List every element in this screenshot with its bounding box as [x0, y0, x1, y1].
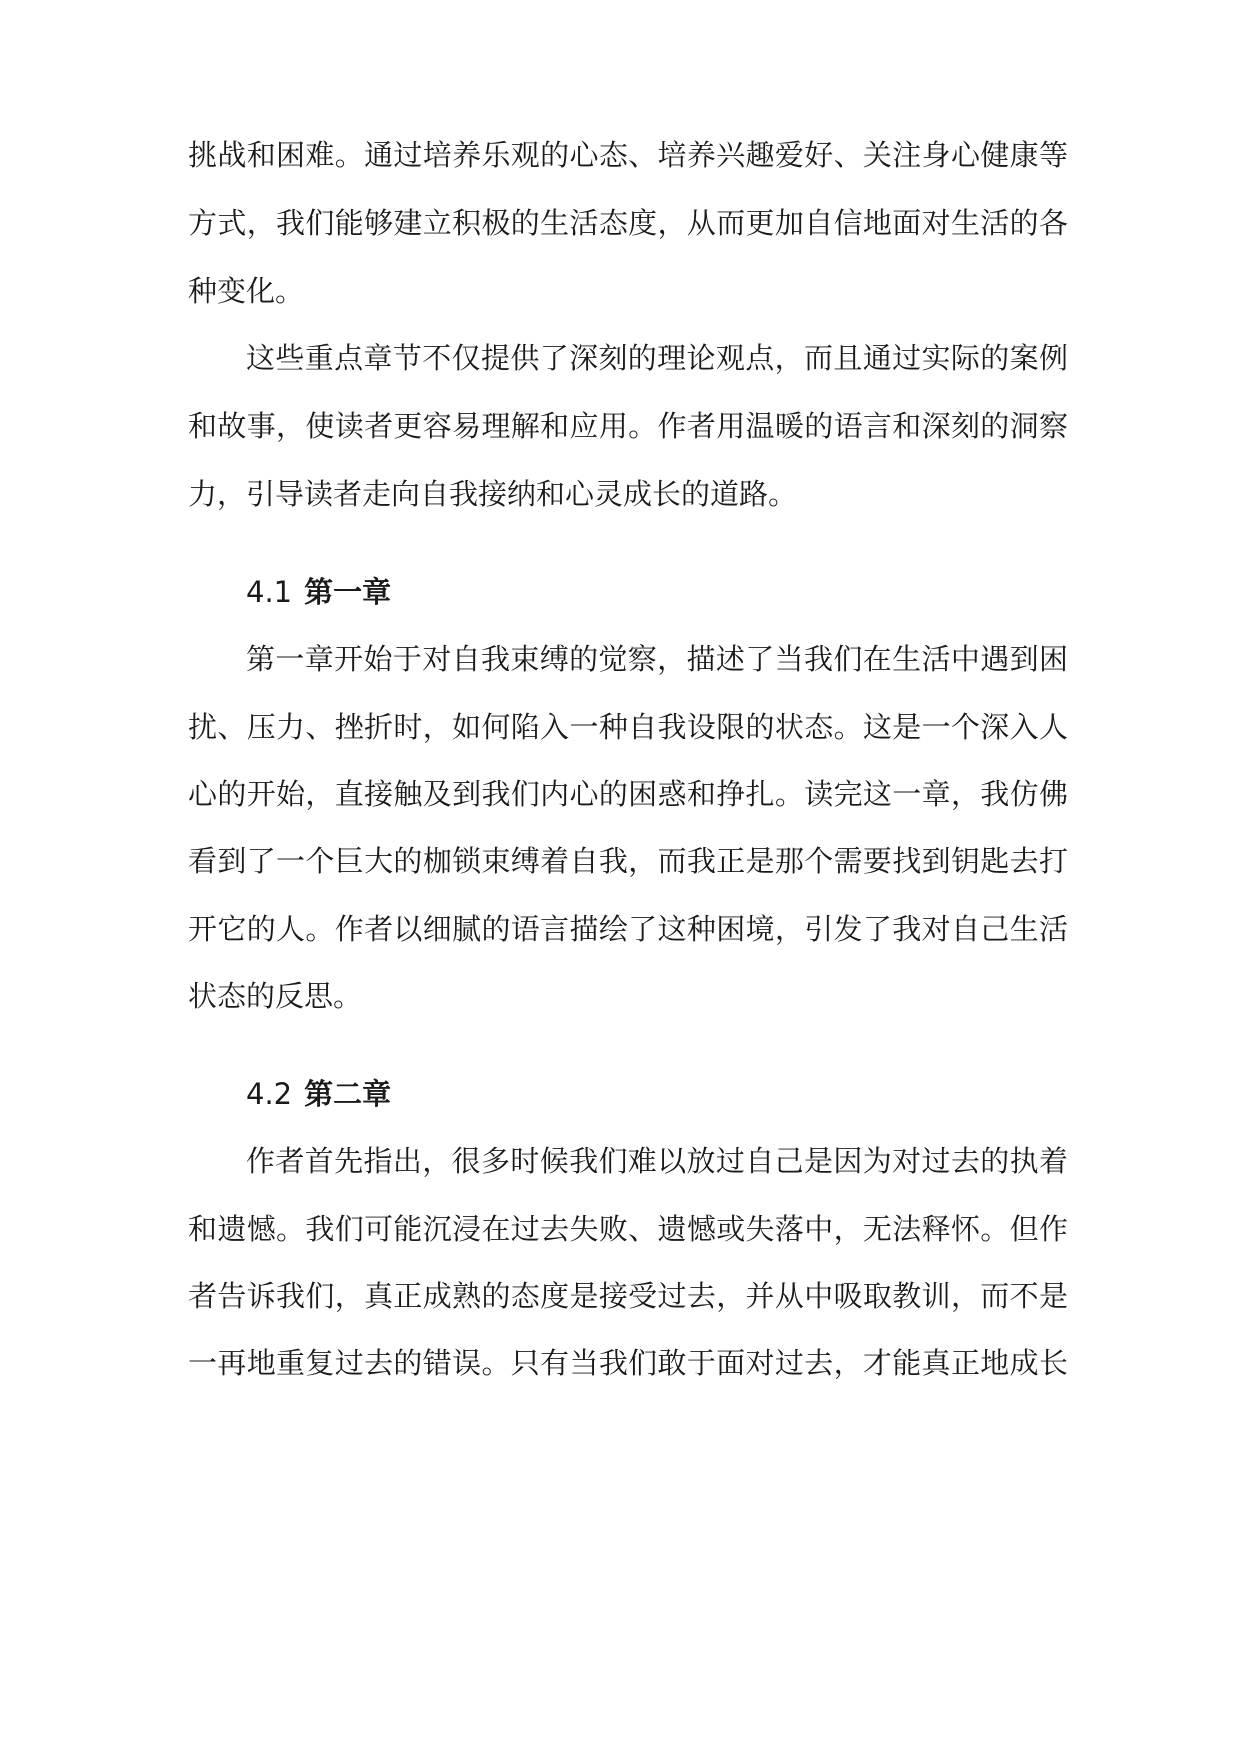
- paragraph-line: 力，引导读者走向自我接纳和心灵成长的道路。: [188, 477, 798, 511]
- paragraph-line: 和遗憾。我们可能沉浸在过去失败、遗憾或失落中，无法释怀。但作: [188, 1212, 1068, 1246]
- paragraph-line: 这些重点章节不仅提供了深刻的理论观点，而且通过实际的案例: [246, 341, 1068, 375]
- paragraph-line: 状态的反思。: [188, 979, 363, 1013]
- paragraph-line: 扰、压力、挫折时，如何陷入一种自我设限的状态。这是一个深入人: [188, 710, 1068, 744]
- paragraph-line: 方式，我们能够建立积极的生活态度，从而更加自信地面对生活的各: [188, 206, 1068, 240]
- section-title: 第二章: [304, 1077, 392, 1111]
- paragraph-line: 挑战和困难。通过培养乐观的心态、培养兴趣爱好、关注身心健康等: [188, 138, 1068, 172]
- paragraph-line: 和故事，使读者更容易理解和应用。作者用温暖的语言和深刻的洞察: [188, 409, 1068, 443]
- paragraph-line: 看到了一个巨大的枷锁束缚着自我，而我正是那个需要找到钥匙去打: [188, 844, 1068, 878]
- paragraph-line: 种变化。: [188, 274, 305, 308]
- paragraph-line: 一再地重复过去的错误。只有当我们敢于面对过去，才能真正地成长: [188, 1346, 1068, 1380]
- section-number: 4.1: [246, 575, 293, 609]
- paragraph-line: 心的开始，直接触及到我们内心的困惑和挣扎。读完这一章，我仿佛: [188, 777, 1068, 811]
- paragraph-line: 作者首先指出，很多时候我们难以放过自己是因为对过去的执着: [246, 1144, 1068, 1178]
- section-heading-4-1: [246, 574, 391, 610]
- paragraph-line: 开它的人。作者以细腻的语言描绘了这种困境，引发了我对自己生活: [188, 912, 1068, 946]
- section-heading-4-2: [246, 1076, 391, 1112]
- paragraph-line: 者告诉我们，真正成熟的态度是接受过去，并从中吸取教训，而不是: [188, 1279, 1068, 1313]
- section-number: 4.2: [246, 1077, 293, 1111]
- section-title: 第一章: [304, 575, 392, 609]
- paragraph-line: 第一章开始于对自我束缚的觉察，描述了当我们在生活中遇到困: [246, 642, 1068, 676]
